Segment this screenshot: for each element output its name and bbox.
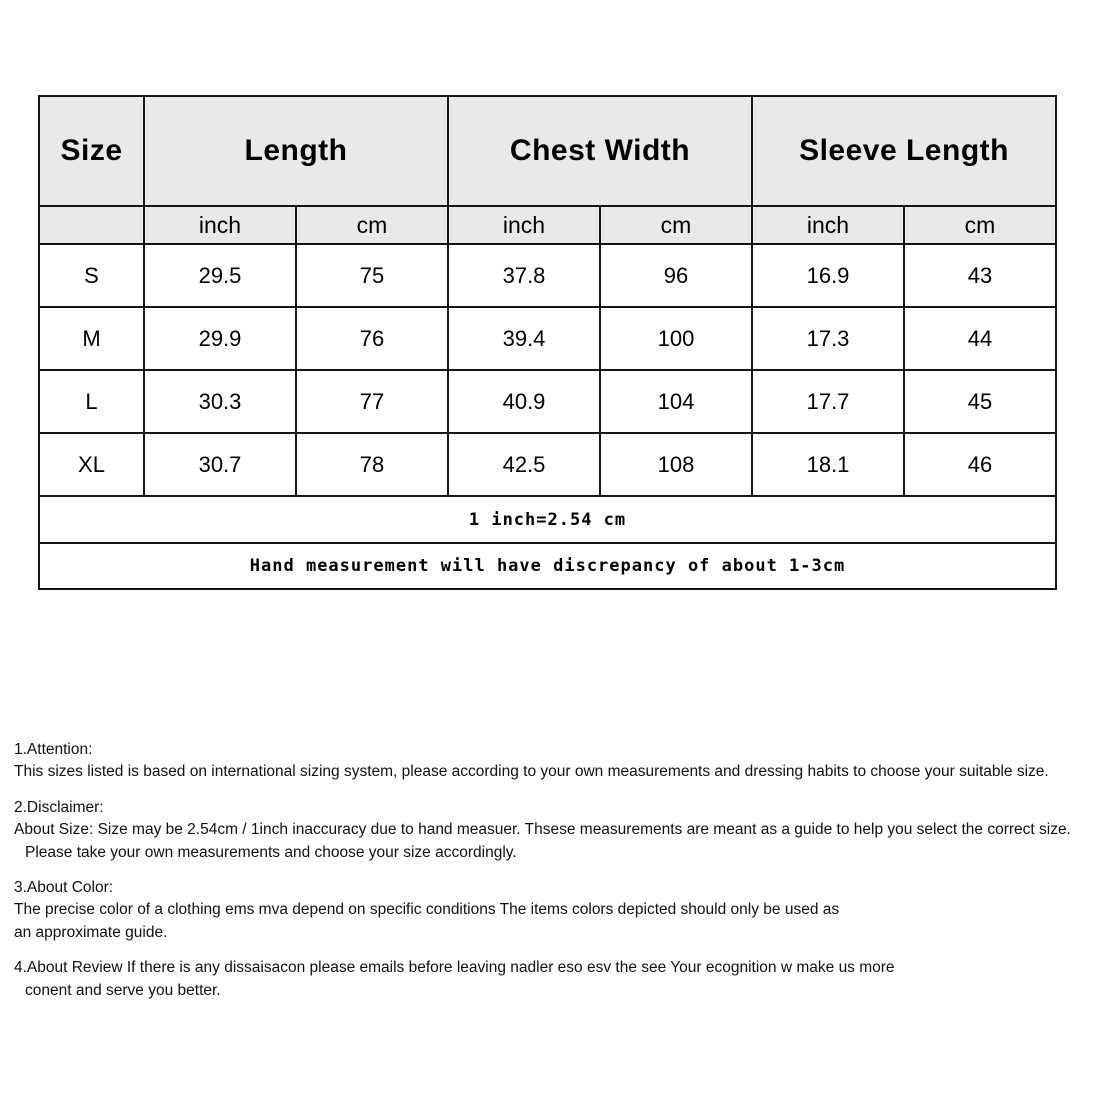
- note-title: 3.About Color:: [14, 879, 114, 897]
- table-cell: 17.3: [752, 307, 904, 370]
- table-cell: 96: [600, 244, 752, 307]
- note-title: 2.Disclaimer:: [14, 798, 104, 816]
- table-cell: 45: [904, 370, 1056, 433]
- table-cell: 76: [296, 307, 448, 370]
- table-cell: 17.7: [752, 370, 904, 433]
- table-cell: 30.3: [144, 370, 296, 433]
- note-line: This sizes listed is based on international sizing system, please according to your own measurements and dressing habits to choose your suitable size.: [14, 763, 1049, 781]
- note-title: 1.Attention:: [14, 741, 93, 758]
- note-line: conent and serve you better.: [25, 981, 221, 999]
- table-cell: 77: [296, 370, 448, 433]
- table-cell: 44: [904, 307, 1056, 370]
- table-cell: 40.9: [448, 370, 600, 433]
- table-cell: 18.1: [752, 433, 904, 496]
- note-disclaimer: [14, 797, 1090, 864]
- table-cell: 39.4: [448, 307, 600, 370]
- note-line: The precise color of a clothing ems mva depend on specific conditions The items colors depicted should only be used as: [14, 901, 840, 919]
- footnote-text: Hand measurement will have discrepancy of about 1-3cm: [39, 543, 1056, 589]
- column-header-size: Size: [39, 96, 144, 206]
- table-cell: 42.5: [448, 433, 600, 496]
- table-cell: 100: [600, 307, 752, 370]
- unit-header: cm: [600, 206, 752, 244]
- note-line: About Size: Size may be 2.54cm / 1inch inaccuracy due to hand measuer. Thsese measurements are meant as a guide to help you select the correct size.: [14, 821, 1071, 839]
- size-label: XL: [39, 433, 144, 496]
- footnote-text: 1 inch=2.54 cm: [39, 496, 1056, 543]
- note-line: Please take your own measurements and choose your size accordingly.: [25, 843, 517, 861]
- table-cell: 43: [904, 244, 1056, 307]
- note-attention: [14, 739, 1090, 784]
- note-line: an approximate guide.: [14, 923, 168, 941]
- note-about-review: [14, 957, 1090, 1002]
- table-cell: 75: [296, 244, 448, 307]
- size-label: S: [39, 244, 144, 307]
- table-cell: 78: [296, 433, 448, 496]
- note-line: 4.About Review If there is any dissaisacon please emails before leaving nadler eso esv the see Your ecognition w make us more: [14, 959, 895, 977]
- column-header-sleeve-length: Sleeve Length: [752, 96, 1056, 206]
- table-cell: 37.8: [448, 244, 600, 307]
- unit-header: inch: [144, 206, 296, 244]
- unit-header: inch: [448, 206, 600, 244]
- size-label: L: [39, 370, 144, 433]
- column-header-length: Length: [144, 96, 448, 206]
- table-cell: 46: [904, 433, 1056, 496]
- table-header-row: [39, 96, 1056, 206]
- table-cell: 30.7: [144, 433, 296, 496]
- table-footnote-discrepancy: [39, 543, 1056, 589]
- table-cell: 108: [600, 433, 752, 496]
- table-footnote-conversion: [39, 496, 1056, 543]
- table-row-m: [39, 307, 1056, 370]
- unit-header: cm: [296, 206, 448, 244]
- unit-header: cm: [904, 206, 1056, 244]
- column-header-chest-width: Chest Width: [448, 96, 752, 206]
- unit-header: inch: [752, 206, 904, 244]
- note-about-color: [14, 877, 1090, 944]
- size-table: [38, 95, 1057, 590]
- table-cell: 29.5: [144, 244, 296, 307]
- table-row-s: [39, 244, 1056, 307]
- table-row-xl: [39, 433, 1056, 496]
- table-row-l: [39, 370, 1056, 433]
- table-cell: 29.9: [144, 307, 296, 370]
- table-cell: 16.9: [752, 244, 904, 307]
- notes-section: [14, 739, 1090, 1015]
- table-units-row: [39, 206, 1056, 244]
- size-label: M: [39, 307, 144, 370]
- table-cell: 104: [600, 370, 752, 433]
- units-empty-cell: [39, 206, 144, 244]
